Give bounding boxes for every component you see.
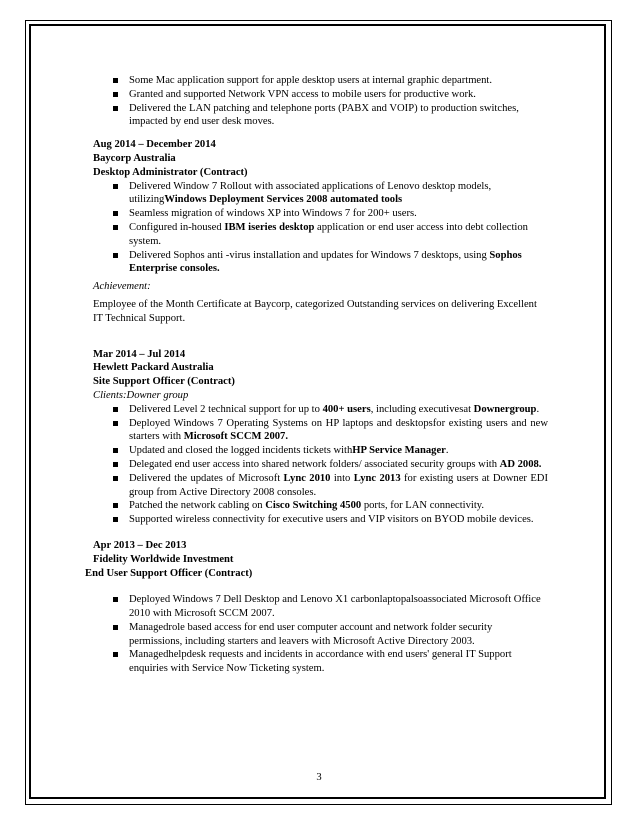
job-company: Fidelity Worldwide Investment [93, 553, 234, 565]
job-title: Site Support Officer (Contract) [93, 376, 235, 388]
list-item: Some Mac application support for apple desktop users at internal graphic department. [93, 74, 548, 88]
list-item: Delivered the LAN patching and telephone ports (PABX and VOIP) to production switches, impacted by end user desk moves. [93, 102, 548, 130]
job-clients: Clients:Downer group [93, 389, 189, 401]
achievement-label: Achievement: [93, 281, 151, 293]
job-fidelity [85, 539, 548, 676]
job-title: End User Support Officer (Contract) [85, 567, 253, 579]
list-item: Delivered Level 2 technical support for up to 400+ users, including executivesat Downergroup. [93, 403, 548, 417]
job-dates: Aug 2014 – December 2014 [93, 139, 216, 151]
job-title: Desktop Administrator (Contract) [93, 166, 248, 178]
list-item: Patched the network cabling on Cisco Switching 4500 ports, for LAN connectivity. [93, 499, 548, 513]
job-bullets [93, 403, 548, 527]
list-item: Delivered Sophos anti -virus installation and updates for Windows 7 desktops, using Sophos Enterprise consoles. [93, 249, 548, 277]
achievement-text: Employee of the Month Certificate at Baycorp, categorized Outstanding services on delivering Excellent IT Technical Support. [93, 298, 537, 324]
job-dates: Apr 2013 – Dec 2013 [93, 539, 187, 551]
job-company: Baycorp Australia [93, 152, 176, 164]
list-item: Deployed Windows 7 Operating Systems on HP laptops and desktopsfor existing users and new starters with Microsoft SCCM 2007. [93, 417, 548, 445]
list-item: Managedrole based access for end user computer account and network folder security permissions, including starters and leavers with Microsoft Active Directory 2003. [93, 621, 548, 649]
list-item: Delivered Window 7 Rollout with associated applications of Lenovo desktop models, utilizingWindows Deployment Services 2008 automated tools [93, 180, 548, 208]
list-item: Seamless migration of windows XP into Windows 7 for 200+ users. [93, 207, 548, 221]
list-item: Delivered the updates of Microsoft Lync 2010 into Lync 2013 for existing users at Downer EDI group from Active Directory 2008 consoles. [93, 472, 548, 500]
list-item: Updated and closed the logged incidents tickets withHP Service Manager. [93, 444, 548, 458]
job-hp [93, 348, 548, 527]
list-item: Configured in-housed IBM iseries desktop application or end user access into debt collection system. [93, 221, 548, 249]
job-bullets [93, 180, 548, 277]
job-bullets [93, 593, 548, 676]
list-item: Supported wireless connectivity for executive users and VIP visitors on BYOD mobile devices. [93, 513, 548, 527]
list-item: Granted and supported Network VPN access to mobile users for productive work. [93, 88, 548, 102]
job-baycorp [93, 138, 548, 325]
resume-content [85, 74, 548, 676]
list-item: Managedhelpdesk requests and incidents in accordance with end users' general IT Support enquiries with Service Now Ticketing system. [93, 648, 548, 676]
list-item: Delegated end user access into shared network folders/ associated security groups with AD 2008. [93, 458, 548, 472]
page-number: 3 [316, 772, 322, 783]
job-company: Hewlett Packard Australia [93, 362, 214, 374]
job-dates: Mar 2014 – Jul 2014 [93, 348, 186, 360]
previous-job-bullets [93, 74, 548, 129]
list-item: Deployed Windows 7 Dell Desktop and Lenovo X1 carbonlaptopalsoassociated Microsoft Office 2010 with Microsoft SCCM 2007. [93, 593, 548, 621]
